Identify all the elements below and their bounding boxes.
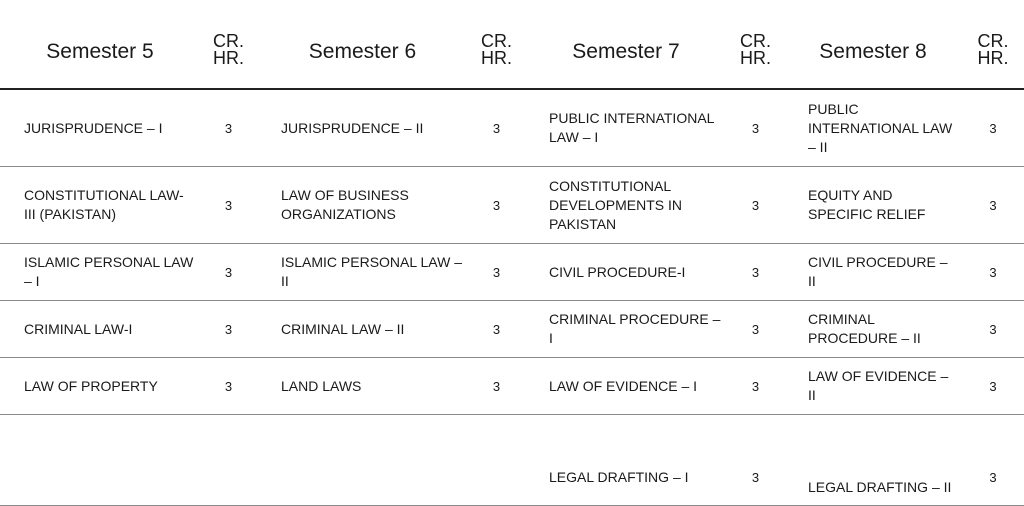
course-sem7: CONSTITUTIONAL DEVELOPMENTS IN PAKISTAN: [525, 167, 727, 244]
credit-sem7: 3: [727, 89, 784, 167]
course-sem8: CIVIL PROCEDURE – II: [784, 244, 962, 301]
course-sem6: CRIMINAL LAW – II: [257, 301, 468, 358]
header-semester-7: Semester 7: [525, 0, 727, 89]
table-row: [0, 358, 1024, 415]
course-sem8: LAW OF EVIDENCE – II: [784, 358, 962, 415]
hr-label: HR.: [481, 48, 512, 68]
credit-sem8: 3: [962, 415, 1024, 506]
course-sem8: EQUITY AND SPECIFIC RELIEF: [784, 167, 962, 244]
course-sem5: CRIMINAL LAW-I: [0, 301, 200, 358]
credit-sem8: 3: [962, 301, 1024, 358]
cr-label: CR.: [740, 31, 771, 51]
table-body: [0, 89, 1024, 506]
table-row: [0, 301, 1024, 358]
credit-sem5: 3: [200, 89, 257, 167]
course-sem6: [257, 415, 468, 506]
credit-sem7: 3: [727, 301, 784, 358]
credit-sem7: 3: [727, 358, 784, 415]
course-sem7: LAW OF EVIDENCE – I: [525, 358, 727, 415]
hr-label: HR.: [213, 48, 244, 68]
course-sem8: PUBLIC INTERNATIONAL LAW – II: [784, 89, 962, 167]
credit-sem5: 3: [200, 358, 257, 415]
course-sem5: CONSTITUTIONAL LAW-III (PAKISTAN): [0, 167, 200, 244]
course-sem5: JURISPRUDENCE – I: [0, 89, 200, 167]
course-sem6: ISLAMIC PERSONAL LAW – II: [257, 244, 468, 301]
course-sem5: ISLAMIC PERSONAL LAW – I: [0, 244, 200, 301]
course-sem7: LEGAL DRAFTING – I: [525, 415, 727, 506]
credit-sem6: 3: [468, 301, 525, 358]
course-sem8: CRIMINAL PROCEDURE – II: [784, 301, 962, 358]
header-credit-hours-5: [200, 0, 257, 89]
table-row: [0, 89, 1024, 167]
header-credit-hours-8: [962, 0, 1024, 89]
credit-sem7: 3: [727, 244, 784, 301]
hr-label: HR.: [977, 48, 1009, 68]
course-sem6: JURISPRUDENCE – II: [257, 89, 468, 167]
credit-sem8: 3: [962, 358, 1024, 415]
header-credit-hours-6: [468, 0, 525, 89]
credit-sem8: 3: [962, 89, 1024, 167]
credit-sem6: 3: [468, 358, 525, 415]
cr-label: CR.: [213, 31, 244, 51]
hr-label: HR.: [740, 48, 771, 68]
header-semester-6: Semester 6: [257, 0, 468, 89]
credit-sem6: 3: [468, 167, 525, 244]
table-row: [0, 415, 1024, 506]
credit-sem8: 3: [962, 244, 1024, 301]
course-sem7: CRIMINAL PROCEDURE – I: [525, 301, 727, 358]
header-semester-8: Semester 8: [784, 0, 962, 89]
course-sem5: LAW OF PROPERTY: [0, 358, 200, 415]
header-row: [0, 0, 1024, 89]
course-sem6: LAW OF BUSINESS ORGANIZATIONS: [257, 167, 468, 244]
credit-sem7: 3: [727, 415, 784, 506]
course-sem8: LEGAL DRAFTING – II: [784, 415, 962, 506]
credit-sem5: [200, 415, 257, 506]
cr-label: CR.: [481, 31, 512, 51]
credit-sem5: 3: [200, 244, 257, 301]
course-sem7: PUBLIC INTERNATIONAL LAW – I: [525, 89, 727, 167]
header-semester-5: Semester 5: [0, 0, 200, 89]
credit-sem6: 3: [468, 244, 525, 301]
credit-sem5: 3: [200, 167, 257, 244]
credit-sem7: 3: [727, 167, 784, 244]
course-sem5: [0, 415, 200, 506]
table-row: [0, 167, 1024, 244]
course-sem7: CIVIL PROCEDURE-I: [525, 244, 727, 301]
course-sem6: LAND LAWS: [257, 358, 468, 415]
credit-sem6: 3: [468, 89, 525, 167]
credit-sem8: 3: [962, 167, 1024, 244]
cr-label: CR.: [977, 31, 1009, 51]
table-header: [0, 0, 1024, 89]
table-row: [0, 244, 1024, 301]
credit-sem6: [468, 415, 525, 506]
header-credit-hours-7: [727, 0, 784, 89]
credit-sem5: 3: [200, 301, 257, 358]
